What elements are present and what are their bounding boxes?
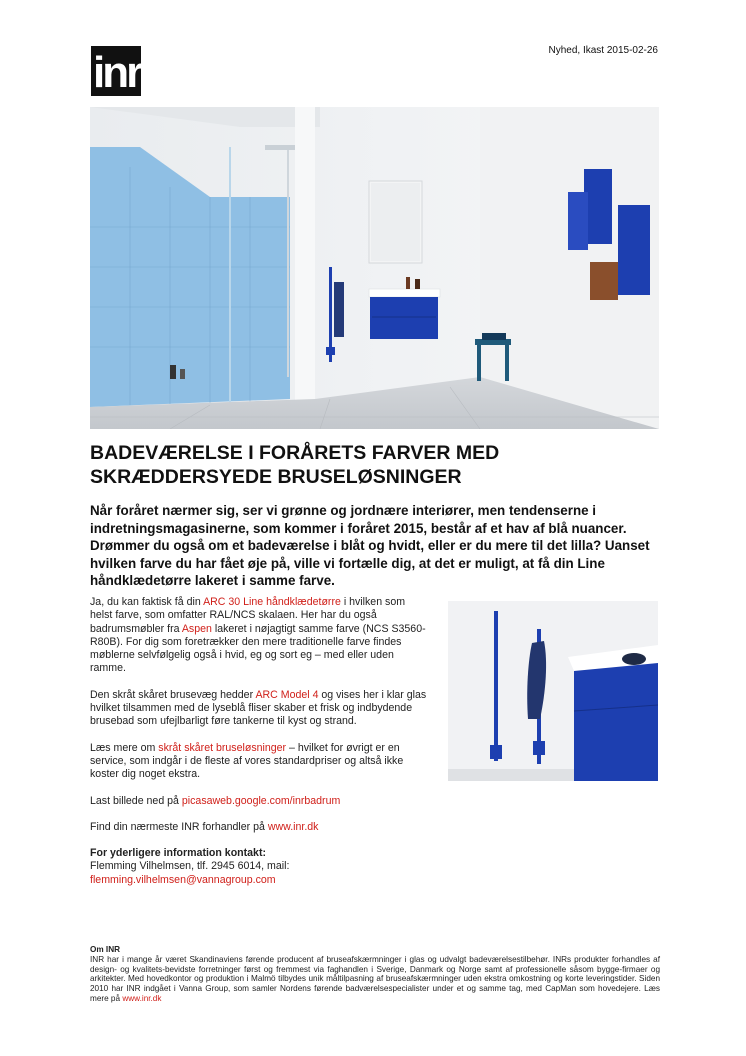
- paragraph-towel-heater: [90, 596, 430, 676]
- paragraph-shower-wall: [90, 689, 430, 729]
- text: lakeret i nøjagtigt samme farve (NCS S3560-R80B). For dig som foretrækker den mere traditionelle farve findes møblerne selvfølgelig også i hvid, eg og sort eg – med eller uden ramme.: [90, 622, 426, 675]
- about-text: INR har i mange år været Skandinaviens førende producent af bruseafskærmninger i glas og udvalgt badeværelsestilbehør. INRs produkter forhandles af design- og kvalitets-bevidste forretninger først og fremmest via faghandlen i Sverige, Danmark og Norge samt af professionelle såsom bygge-firmaer og arkitekter. Med hovedkontor og produktion i Malmö tilbydes unik måltilpasning af bruseafskærmninger uden ekstra omkostning og korte leveringstider. Siden 2010 har INR indgået i Vanna Group, som samler Nordens førende badværelsespecialister under et og samme tag, med CapMan som hovedejere. Læs mere på: [90, 954, 660, 1003]
- link-slanted-showers[interactable]: skråt skåret bruseløsninger: [158, 741, 287, 754]
- contact-block: [90, 847, 430, 887]
- link-arc-model-4[interactable]: ARC Model 4: [255, 688, 319, 701]
- link-inr-dk-about[interactable]: www.inr.dk: [122, 993, 162, 1003]
- towel-heater-photo-icon: [448, 601, 658, 781]
- text: Den skråt skåret brusevæg hedder: [90, 688, 256, 701]
- contact-heading: For yderligere information kontakt:: [90, 847, 266, 860]
- link-arc30-line[interactable]: ARC 30 Line håndklædetørre: [203, 596, 341, 608]
- inr-logo: [91, 46, 141, 96]
- headline: [90, 441, 670, 489]
- headline-line-2: SKRÆDDERSYEDE BRUSELØSNINGER: [90, 466, 462, 488]
- about-inr: [90, 945, 660, 1004]
- lead-paragraph: Når foråret nærmer sig, ser vi grønne og jordnære interiører, men tendenserne i indretningsmagasinerne, som kommer i foråret 2015, består af et hav af blå nuancer. Drømmer du også om et badeværelse i blåt og hvidt, eller er du mere til det lilla? Uanset hvilken farve du har fået øje på, ville vi fortælle dig, at det er muligt, at få din Line håndklædetørre lakeret i samme farve.: [90, 503, 650, 589]
- paragraph-read-more: [90, 742, 430, 782]
- about-heading: Om INR: [90, 945, 121, 954]
- headline-line-1: BADEVÆRELSE I FORÅRETS FARVER MED: [90, 442, 500, 464]
- text: i hvilken som helst farve, som omfatter RAL/NCS skalaen. Her har du også badrumsmøbler fra: [90, 596, 406, 635]
- text: – hvilket for øvrigt er en service, som indgår i de fleste af vores standardpriser og altså ikke koster dig noget ekstra.: [90, 741, 404, 781]
- hero-bathroom-photo: [90, 107, 659, 429]
- bathroom-photo-icon: [90, 107, 659, 429]
- text: Last billede ned på: [90, 794, 182, 807]
- text: Flemming Vilhelmsen, tlf. 2945 6014, mail:: [90, 860, 290, 873]
- link-picasaweb[interactable]: picasaweb.google.com/inrbadrum: [181, 794, 341, 807]
- paragraph-download: [90, 795, 430, 808]
- link-email[interactable]: flemming.vilhelmsen@vannagroup.com: [90, 873, 276, 886]
- text: Læs mere om: [90, 741, 159, 754]
- link-inr-dk[interactable]: www.inr.dk: [267, 820, 319, 833]
- link-aspen[interactable]: Aspen: [181, 622, 212, 635]
- text: Find din nærmeste INR forhandler på: [90, 820, 268, 833]
- towel-heater-photo: [448, 601, 658, 781]
- text: og vises her i klar glas hvilket tilsammen med de lyseblå fliser skaber et frisk og indbydende brusebad som ufejlbarligt føre tankerne til kyst og strand.: [90, 688, 427, 728]
- text: Ja, du kan faktisk få din: [90, 596, 204, 608]
- dateline: Nyhed, Ikast 2015-02-26: [548, 45, 658, 56]
- body-text: [90, 596, 430, 900]
- paragraph-dealer: [90, 821, 430, 834]
- logo-text: inr: [93, 48, 141, 96]
